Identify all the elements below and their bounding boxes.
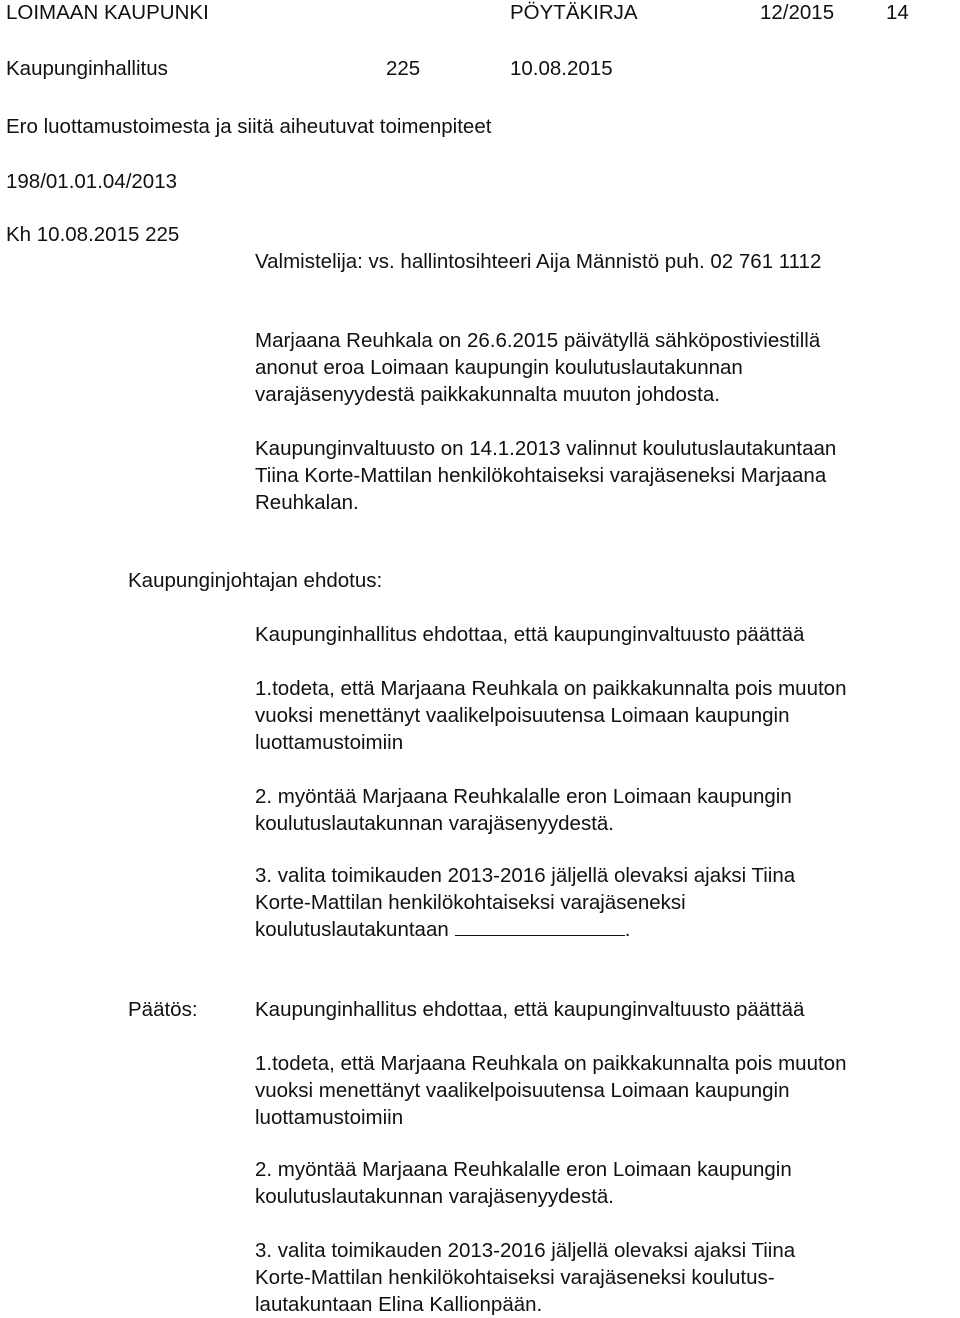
background-para2-line2: Tiina Korte-Mattilan henkilökohtaiseksi varajäseneksi Marjaana — [255, 464, 827, 487]
proposal-item3-line1: 3. valita toimikauden 2013-2016 jäljellä olevaksi ajaksi Tiina — [255, 864, 796, 887]
background-para2-line1: Kaupunginvaltuusto on 14.1.2013 valinnut koulutuslautakuntaan — [255, 437, 837, 460]
header-doc-number: 12/2015 — [760, 1, 835, 24]
decision-item1-line1: 1.todeta, että Marjaana Reuhkala on paikkakunnalta pois muuton — [255, 1052, 847, 1075]
kh-reference: Kh 10.08.2015 225 — [6, 223, 180, 246]
decision-item2-line1: 2. myöntää Marjaana Reuhkalalle eron Loimaan kaupungin — [255, 1158, 792, 1181]
header-doc-type: PÖYTÄKIRJA — [510, 1, 638, 24]
proposal-item3-period: . — [624, 918, 631, 941]
decision-label: Päätös: — [128, 998, 198, 1021]
proposal-item1-line2: vuoksi menettänyt vaalikelpoisuutensa Loimaan kaupungin — [255, 704, 790, 727]
page-title: Ero luottamustoimesta ja siitä aiheutuvat toimenpiteet — [6, 115, 492, 138]
header-page-number: 14 — [886, 1, 909, 24]
proposal-label: Kaupunginjohtajan ehdotus: — [128, 569, 383, 592]
header-body: Kaupunginhallitus — [6, 57, 168, 80]
proposal-item2-line1: 2. myöntää Marjaana Reuhkalalle eron Loimaan kaupungin — [255, 785, 792, 808]
decision-item1-line3: luottamustoimiin — [255, 1106, 404, 1129]
header-org: LOIMAAN KAUPUNKI — [6, 1, 209, 24]
proposal-item1-line3: luottamustoimiin — [255, 731, 404, 754]
preparer-line: Valmistelija: vs. hallintosihteeri Aija Männistö puh. 02 761 1112 — [255, 250, 822, 273]
decision-item3-line3: lautakuntaan Elina Kallionpään. — [255, 1293, 543, 1316]
decision-item3-line2: Korte-Mattilan henkilökohtaiseksi varajäseneksi koulutus- — [255, 1266, 775, 1289]
background-para1-line2: anonut eroa Loimaan kaupungin koulutuslautakunnan — [255, 356, 743, 379]
proposal-item2-line2: koulutuslautakunnan varajäsenyydestä. — [255, 812, 614, 835]
decision-item2-line2: koulutuslautakunnan varajäsenyydestä. — [255, 1185, 614, 1208]
decision-item3-line1: 3. valita toimikauden 2013-2016 jäljellä olevaksi ajaksi Tiina — [255, 1239, 796, 1262]
decision-item1-line2: vuoksi menettänyt vaalikelpoisuutensa Loimaan kaupungin — [255, 1079, 790, 1102]
decision-intro: Kaupunginhallitus ehdottaa, että kaupunginvaltuusto päättää — [255, 998, 805, 1021]
proposal-item1-line1: 1.todeta, että Marjaana Reuhkala on paikkakunnalta pois muuton — [255, 677, 847, 700]
background-para1-line1: Marjaana Reuhkala on 26.6.2015 päivätyllä sähköpostiviestillä — [255, 329, 821, 352]
proposal-intro: Kaupunginhallitus ehdottaa, että kaupunginvaltuusto päättää — [255, 623, 805, 646]
proposal-item3-line2: Korte-Mattilan henkilökohtaiseksi varajäseneksi — [255, 891, 686, 914]
blank-fill-line — [455, 917, 625, 936]
header-section: 225 — [386, 57, 421, 80]
reference-number: 198/01.01.04/2013 — [6, 170, 177, 193]
header-date: 10.08.2015 — [510, 57, 613, 80]
proposal-item3-text: koulutuslautakuntaan — [255, 918, 449, 941]
background-para2-line3: Reuhkalan. — [255, 491, 359, 514]
proposal-item3-line3 — [255, 917, 630, 943]
background-para1-line3: varajäsenyydestä paikkakunnalta muuton johdosta. — [255, 383, 720, 406]
